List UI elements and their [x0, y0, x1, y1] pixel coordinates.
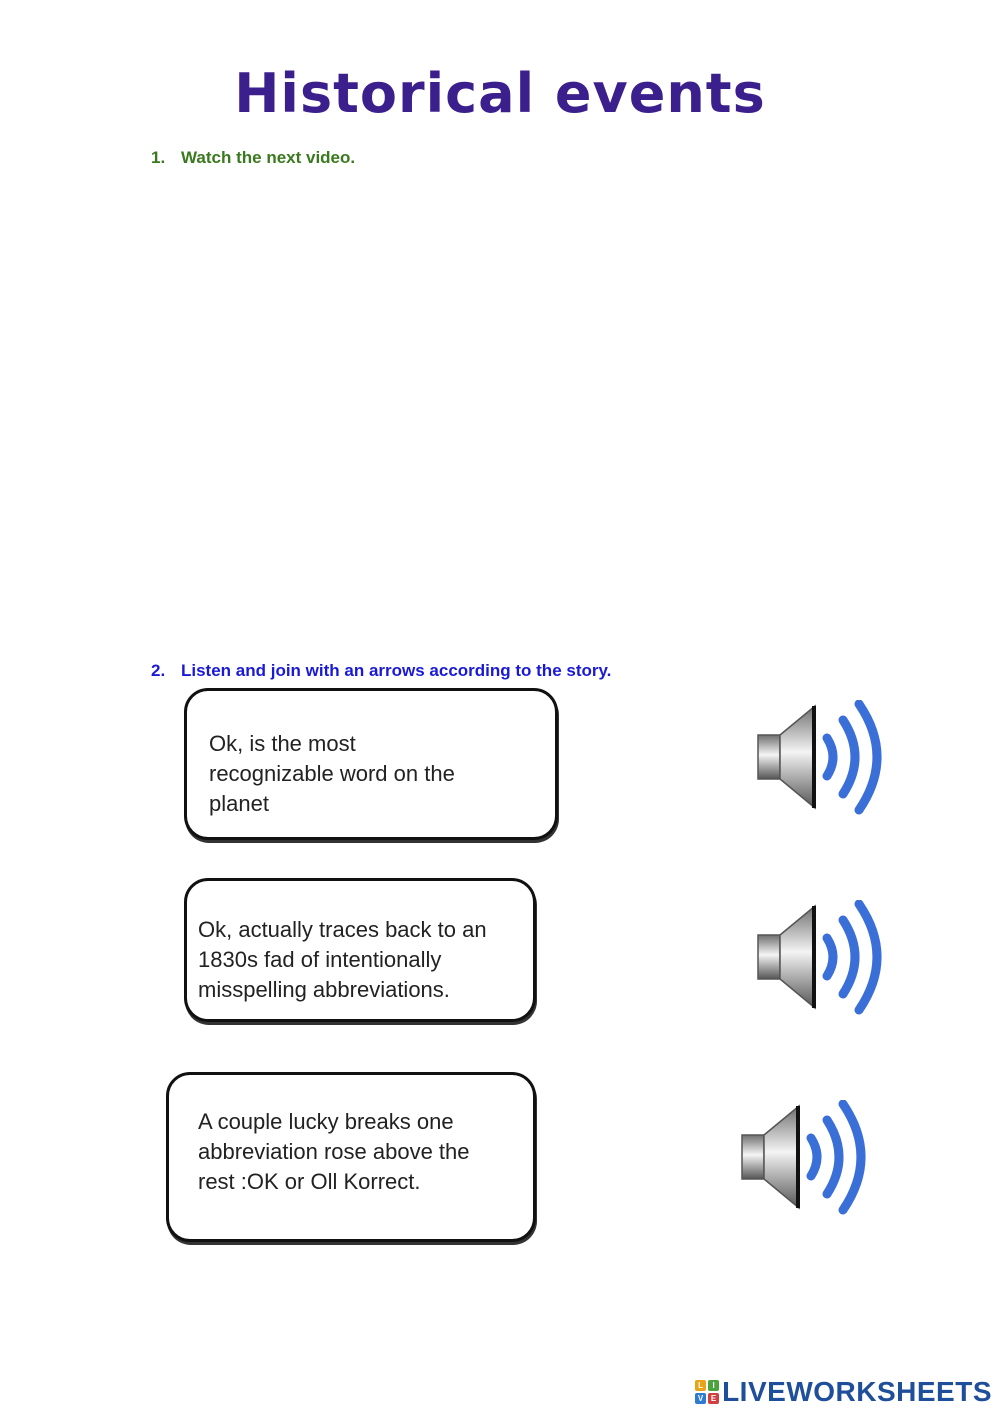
logo-letter: L [695, 1380, 706, 1391]
video-area[interactable] [151, 180, 851, 640]
instruction-text: Listen and join with an arrows according to the story. [181, 661, 612, 680]
logo-icon [695, 1380, 719, 1404]
speaker-icon[interactable] [755, 700, 895, 815]
liveworksheets-logo [695, 1377, 992, 1407]
instruction-text: Watch the next video. [181, 148, 356, 167]
instruction-2 [151, 661, 611, 681]
instruction-number: 2. [151, 661, 166, 680]
story-box-3[interactable] [166, 1072, 536, 1242]
story-box-1[interactable] [184, 688, 558, 840]
story-box-text: Ok, is the most recognizable word on the planet [209, 731, 455, 816]
story-box-text: A couple lucky breaks one abbreviation rose above the rest :OK or Oll Korrect. [198, 1109, 470, 1194]
speaker-icon[interactable] [739, 1100, 879, 1215]
logo-text: LIVEWORKSHEETS [722, 1376, 992, 1407]
speaker-icon[interactable] [755, 900, 895, 1015]
instruction-number: 1. [151, 148, 166, 167]
instruction-1 [151, 148, 355, 168]
logo-letter: V [695, 1393, 706, 1404]
story-box-text: Ok, actually traces back to an 1830s fad of intentionally misspelling abbreviations. [198, 917, 487, 1002]
page-title: Historical events [234, 62, 766, 125]
logo-letter: I [708, 1380, 719, 1391]
story-box-2[interactable] [184, 878, 536, 1022]
logo-letter: E [708, 1393, 719, 1404]
